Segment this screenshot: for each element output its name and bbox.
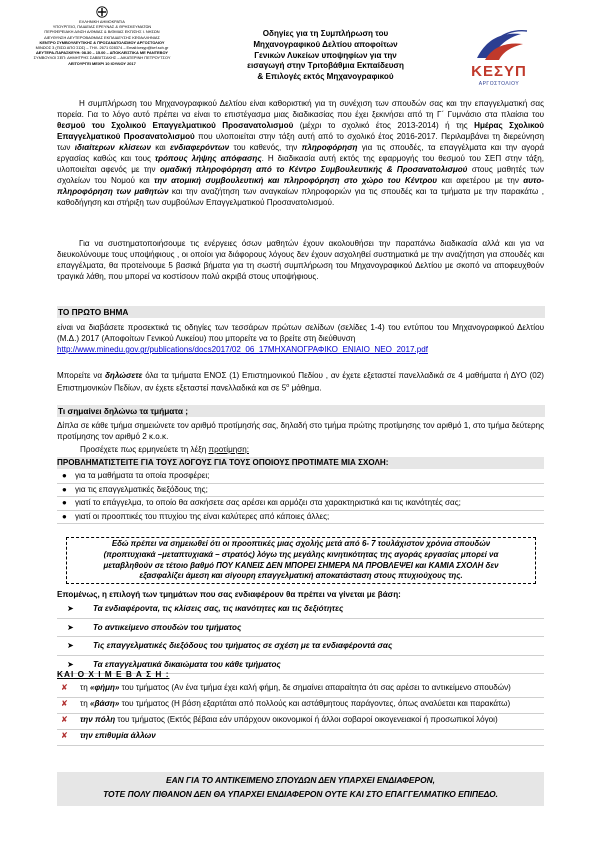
list-item: [57, 470, 544, 484]
list-item: [57, 698, 544, 714]
criteria-list: [57, 600, 544, 674]
header-line: ΔΙΕΥΘΥΝΣΗ ΔΕΥΤΕΡΟΒΑΘΜΙΑΣ ΕΚΠΑΙΔΕΥΣΗΣ ΚΕΦΑΛΛΗΝΙΑΣ: [44, 34, 160, 40]
text-bold-italic: την πόλη: [80, 715, 116, 724]
bullet-icon: ●: [62, 498, 67, 507]
list-item-text: για τις επαγγελματικές διεξόδους της;: [75, 484, 208, 494]
list-item: [57, 497, 544, 511]
text-bold: θεσμού του Σχολικού Επαγγελματικού Προσανατολισμού: [57, 121, 294, 130]
text-bold-italic: ιδιαίτερων κλίσεων: [74, 143, 151, 152]
cross-icon: ✘: [61, 731, 68, 740]
text: του τμήματος (Εκτός βέβαια εάν υπάρχουν οικονομικοί ή άλλοι σοβαροί οικογενειακοί ή προσωπικοί λόγοι): [115, 715, 498, 724]
note-line: εξασφαλίζει άμεση και σίγουρη επαγγελματική αποκατάσταση στους πτυχιούχους της.: [139, 571, 463, 581]
list-item-text: γιατί το επάγγελμα, το οποίο θα ασκήσετε σας αρέσει και αρμόζει στα χαρακτηριστικά και τις ικανότητές σας;: [75, 498, 461, 507]
text-bold-italic: «φήμη»: [89, 683, 120, 692]
text-underlined: προτίμηση:: [208, 445, 249, 454]
list-item: [57, 484, 544, 498]
text: και την αναζήτηση των αναγκαίων πληροφοριών για τις σπουδές και τα τμήματα με την παρακάτω , καθοδήγηση και στήριξη των συμβούλων Επαγγελματικού Προσανατολισμού.: [57, 187, 544, 207]
title-line: Γενικών Λυκείων υποψηφίων για την: [254, 50, 397, 60]
step1-paragraph: [57, 322, 544, 355]
list-item-text: Το αντικείμενο σπουδών του τμήματος: [93, 622, 242, 632]
section-heading-step1: ΤΟ ΠΡΩΤΟ ΒΗΜΑ: [57, 306, 545, 318]
superscript: ο: [286, 383, 290, 389]
text: του τμήματος (Η βάση εξαρτάται από πολλούς και αστάθμητους παράγοντες, όπως αναλύεται και παρακάτω): [119, 699, 511, 708]
text: Μπορείτε να: [57, 371, 105, 380]
list-item: [57, 682, 544, 698]
text-bold-italic: ενδιαφερόντων: [170, 143, 230, 152]
cross-icon: ✘: [61, 699, 68, 708]
text: του καθενός, την: [229, 143, 302, 152]
title-line: Οδηγίες για τη Συμπλήρωση του: [262, 29, 389, 38]
text-bold-italic: τρόπους λήψης απόφασης: [154, 154, 262, 163]
text-bold-italic: αυτο-πληροφόρηση των μαθητών: [57, 176, 544, 196]
logo-text: ΚΕΣΥΠ: [471, 63, 527, 80]
bullet-icon: ●: [62, 471, 67, 480]
header-line: ΚΕΝΤΡΟ ΣΥΜΒΟΥΛΕΥΤΙΚΗΣ & ΠΡΟΣΑΝΑΤΟΛΙΣΜΟΥ ΑΡΓΟΣΤΟΛΙΟΥ: [39, 39, 165, 45]
list-item: [57, 730, 544, 746]
prospects-note-box: [66, 537, 536, 584]
arrow-icon: ➤: [67, 604, 74, 613]
list-item-text: γιατί οι προοπτικές του πτυχίου της είναι καλύτερες από κάποιες άλλες;: [75, 511, 330, 521]
text: είναι να διαβάσετε προσεκτικά τις οδηγίες των τεσσάρων πρώτων σελίδων (σελίδες 1-4) του εντύπου του Μηχανογραφικού Δελτίου (Μ.Δ.) 2017 (Αποφοίτων Γενικού Λυκείου) που μπορείτε να το βρείτε στη διεύθυνση: [57, 323, 544, 343]
arrow-icon: ➤: [67, 641, 74, 650]
text-bold-italic: «βάση»: [89, 699, 120, 708]
text: στους μαθητές των σχολείων του Νομού και: [57, 165, 544, 185]
text-bold-italic: ομαδική πληροφόρηση από το Κέντρο Συμβουλευτικής & Προσανατολισμού: [159, 165, 468, 174]
bullet-icon: ●: [62, 484, 67, 494]
text: (μέχρι το σχολικό έτος 2013-2014) ή της: [293, 121, 475, 130]
text-bold-italic: δηλώσετε: [104, 371, 143, 380]
list-item: [57, 714, 544, 730]
header-line: ΜΙΝΩΟΣ 3 (ΠΙΣΩ ΑΠΟ ΣΩΣ) – ΤΗΛ. 2671 028374 – Email:kesyp@kef.sch.gr: [35, 45, 169, 51]
title-line: Μηχανογραφικού Δελτίου αποφοίτων: [253, 39, 398, 49]
text: για τις σπουδές, τα επαγγέλματα και την αγορά εργασίας καθώς και τους: [57, 143, 545, 163]
text: Η συμπλήρωση του Μηχανογραφικού Δελτίου είναι καθοριστική για τη συνέχιση των σπουδών σας και την επαγγελματική σας πορεία. Για το λόγο αυτό πρέπει να είναι το επιστέγασμα μιας διαδικασίας που έχει ξεκινήσει από τη Γ΄ Γυμνάσιο στα πλαίσια του: [57, 99, 544, 119]
bullet-icon: ●: [62, 511, 67, 521]
section-heading-declare: Τι σημαίνει δηλώνω τα τμήματα ;: [57, 405, 545, 417]
intro-paragraph-2: Για να συστηματοποιήσουμε τις ενέργειες όσων μαθητών έχουν ακολουθήσει την παραπάνω διαδικασία αλλά και για να διευκολύνουμε τους υποψήφιους , οι οποίοι για διάφορους λόγους δεν έχουν ασχοληθεί συστηματικά με την αναζήτηση για σπουδές και επαγγέλματα, θα προτείνουμε 5 βασικά βήματα για τη σωστή συμπλήρωση του Μηχανογραφικού Δελτίου με σκοπό να αποφευχθούν τραγικά λάθη, που μπορεί να κοστίσουν πολύ ακριβά στους υποψήφιους.: [57, 239, 544, 281]
note-line: μεταβληθούν σε τέτοιο βαθμό ΠΟΥ ΚΑΝΕΙΣ ΔΕΝ ΜΠΟΡΕΙ ΣΗΜΕΡΑ ΝΑ ΠΡΟΒΛΕΨΕΙ και ΚΑΜΙΑ ΣΧΟΛΗ δεν: [103, 560, 499, 570]
header-line: ΕΛΛΗΝΙΚΗ ΔΗΜΟΚΡΑΤΙΑ: [79, 19, 125, 24]
list-item-text: για τα μαθήματα τα οποία προσφέρει;: [75, 471, 210, 480]
title-line: & Επιλογές εκτός Μηχανογραφικού: [257, 72, 394, 82]
final-line: ΕΑΝ ΓΙΑ ΤΟ ΑΝΤΙΚΕΙΜΕΝΟ ΣΠΟΥΔΩΝ ΔΕΝ ΥΠΑΡΧΕΙ ΕΝΔΙΑΦΕΡΟΝ,: [166, 775, 435, 785]
text-bold-italic: την επιθυμία άλλων: [80, 731, 156, 740]
header-line: ΠΕΡΙΦΕΡΕΙΑΚΗ Δ/ΝΣΗ Α/ΘΜΙΑΣ & Β/ΘΜΙΑΣ ΕΚΠ/ΣΗΣ Ι. ΝΗΣΩΝ: [44, 29, 160, 35]
text: και αφετέρου με την: [437, 176, 524, 185]
text-bold: Ημέρας Σχολικού Επαγγελματικού Προσανατολισμού: [57, 121, 544, 141]
note-line: (προπτυχιακά –μεταπτυχιακά – στρατός) λόγω της μεγάλης κινητικότητας της αγοράς εργασίας μπορεί να: [103, 549, 499, 559]
list-item: [57, 619, 544, 638]
kesyp-logo: [463, 28, 535, 90]
text: . Η διαδικασία αυτή εκτός της εφαρμογής του θεσμού του ΣΕΠ στην τάξη, υλοποιείται αφενός με την: [57, 154, 544, 174]
greek-emblem-icon: [96, 6, 108, 18]
document-title: [218, 29, 433, 83]
cross-icon: ✘: [61, 683, 68, 692]
text: μάθημα.: [289, 383, 322, 393]
final-line: ΤΟΤΕ ΠΟΛΥ ΠΙΘΑΝΟΝ ΔΕΝ ΘΑ ΥΠΑΡΧΕΙ ΕΝΔΙΑΦΕΡΟΝ ΟΥΤΕ ΚΑΙ ΣΤΟ ΕΠΑΓΓΕΛΜΑΤΙΚΟ ΕΠΙΠΕΔΟ.: [103, 788, 498, 799]
declare-paragraph: Δίπλα σε κάθε τμήμα σημειώνετε τον αριθμό προτίμησής σας, δηλαδή στο τμήμα πρώτης προτίμησης τον αριθμό 1, στο τμήμα δεύτερης προτίμησης τον αριθμό 2 κ.ο.κ.: [57, 421, 544, 441]
preference-note: [80, 444, 544, 455]
not-basis-list: [57, 682, 544, 746]
reflect-warning: ΠΡΟΒΛΗΜΑΤΙΣΤΕΙΤΕ ΓΙΑ ΤΟΥΣ ΛΟΓΟΥΣ ΓΙΑ ΤΟΥΣ ΟΠΟΙΟΥΣ ΠΡΟΤΙΜΑΤΕ ΜΙΑ ΣΧΟΛΗ:: [57, 457, 544, 469]
list-item-text: Τα επαγγελματικά δικαιώματα του κάθε τμήματος: [93, 659, 281, 669]
ministry-header: [32, 6, 172, 66]
intro-paragraph: [57, 98, 544, 208]
ministry-pdf-link[interactable]: http://www.minedu.gov.gr/publications/docs2017/02_06_17ΜΗΧΑΝΟΓΡΑΦΙΚΟ_ΕΝΙΑΙΟ_ΝΕΟ_2017.pdf: [57, 345, 428, 354]
header-line: ΔΕΥΤΕΡΑ-ΠΑΡΑΣΚΕΥΗ: 08.30 – 15.00 – ΑΠΟΚΛΕΙΣΤΙΚΑ ΜΕ ΡΑΝΤΕΒΟΥ: [36, 50, 168, 56]
title-line: εισαγωγή στην Τριτοβάθμια Εκπαίδευση: [247, 61, 404, 71]
header-line: ΣΥΜΒΟΥΛΟΙ ΣΕΠ: ΔΗΜΗΤΡΗΣ ΣΑΒΒΙΤΣΑΚΗΣ – ΑΙΚΑΤΕΡΙΝΗ ΠΕΤΡΟΥΤΣΟΥ: [33, 55, 171, 61]
list-item: [57, 637, 544, 656]
reasons-list: [57, 470, 544, 524]
text: και: [150, 143, 170, 152]
cross-icon: ✘: [61, 715, 68, 724]
list-item: [57, 600, 544, 619]
text: του τμήματος (Αν ένα τμήμα έχει καλή φήμη, δε σημαίνει απαραίτητα ότι σας αρέσει το αντικείμενο σπουδών): [119, 683, 511, 692]
arrow-icon: ➤: [67, 622, 74, 632]
text-bold-italic: την ατομική συμβουλευτική και πληροφόρηση στο χώρο του Κέντρου: [154, 176, 438, 185]
list-item-text: Τα ενδιαφέροντα, τις κλίσεις σας, τις ικανότητες και τις δεξιότητες: [93, 604, 344, 613]
text-bold-italic: πληροφόρηση: [301, 143, 358, 152]
bird-logo-icon: [463, 28, 535, 64]
text: τη: [80, 683, 90, 692]
logo-subtext: ΑΡΓΟΣΤΟΛΙΟΥ: [478, 81, 520, 87]
step1-declare-paragraph: [57, 370, 544, 394]
header-line: ΛΕΙΤΟΥΡΓΕΙ ΜΕΧΡΙ 10 ΙΟΥΛΙΟΥ 2017: [68, 60, 136, 66]
list-item-text: Τις επαγγελματικές διεξόδους του τμήματος σε σχέση με τα ενδιαφέροντά σας: [93, 641, 393, 650]
list-item: [57, 511, 544, 525]
text: που υλοποιείται στην τάξη αυτή από το σχολικό έτος 2016-2017. Περιλαμβάνει τη διερεύνηση των: [57, 132, 544, 152]
not-basis-heading: ΚΑΙ Ο Χ Ι Μ Ε Β Α Σ Η :: [57, 669, 170, 679]
note-line: Εδώ πρέπει να σημειωθεί ότι οι προοπτικές μιας σχολής μετά από 6- 7 τουλάχιστον χρόνια σπουδών: [111, 539, 491, 548]
text: όλα τα τμήματα ΕΝΟΣ (1) Επιστημονικού Πεδίου , αν έχετε εξεταστεί πανελλαδικά σε 4 μαθήματα ή ΔΥΟ (02) Επιστημονικών Πεδίων, αν έχετε εξεταστεί πανελλαδικά και σε 5: [57, 371, 544, 393]
text: Προσέχετε πως ερμηνεύετε τη λέξη: [80, 445, 209, 454]
criteria-intro: Επομένως, η επιλογή των τμημάτων που σας ενδιαφέρουν θα πρέπει να γίνεται με βάση:: [57, 590, 401, 599]
text: τη: [80, 699, 90, 708]
arrow-icon: ➤: [67, 659, 74, 669]
final-warning-box: [57, 772, 544, 806]
header-line: ΥΠΟΥΡΓΕΙΟ, ΠΑΙΔΕΙΑΣ ΕΡΕΥΝΑΣ & ΘΡΗΣΚΕΥΜΑΤΩΝ: [52, 24, 152, 30]
